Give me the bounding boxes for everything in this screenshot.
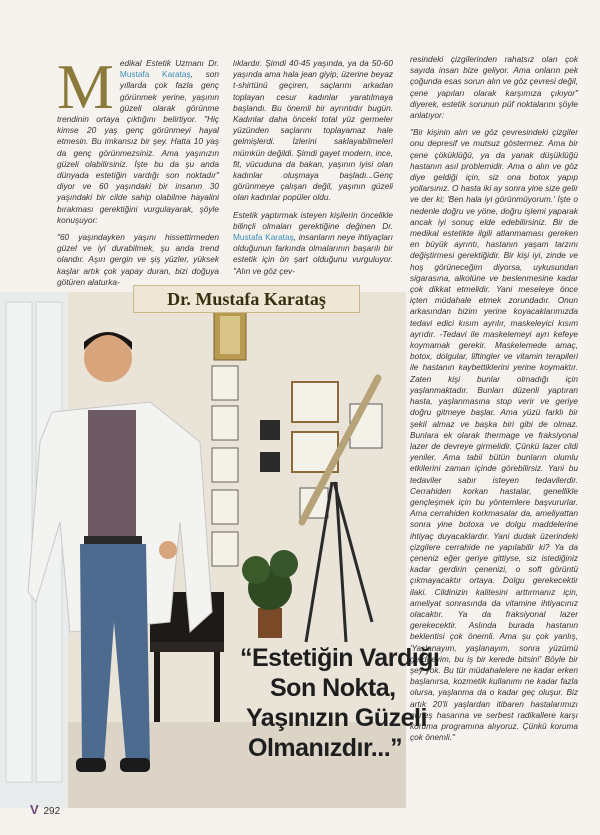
doctor-name-highlight: Mustafa Karataş xyxy=(119,69,191,80)
paragraph: Estetik yaptırmak isteyen kişilerin öncelikle bilinçli olmaları gerektiğine değinen Dr. Mustafa Karataş, insanların neye ihtiyaçları olduğunun farkında olmalarının başarılı bir estetik için ön şart olduğunu vurguluyor. "Alın ve göz çev- xyxy=(233,209,393,276)
intro-paragraph: M edikal Estetik Uzmanı Dr. Mustafa Karataş, son yıllarda çok fazla genç görünmek yerine, yaşının güzeli olarak görünme trendinin ortaya çıktığını belirtiyor. "Hiç kimse 20 yaş genç görünmeyi hayal etmesin. Bu imkansız bir şey. Hatta 10 yaş da genç görünmezsiniz. Ama yaşınızın güzeli olabilirsiniz. İşte bu da şu anda dünyada estetiğin vardığı son noktadır" diyor ve 60 yaşındaki bir insanın 30 yaşındaki bir cilde sahip olabilme hayalini bırakması gerektiğini vurgulayarak, şöyle konuşuyor: xyxy=(57,51,219,225)
page-footer xyxy=(30,802,60,817)
quote-line: “Estetiğin Vardığı xyxy=(240,644,440,672)
doctor-name-banner: Dr. Mustafa Karataş xyxy=(133,285,360,313)
pull-quote xyxy=(238,643,478,763)
article-column-2 xyxy=(233,58,393,283)
paragraph: "60 yaşındayken yaşını hissettirmeden güzel ve iyi durabilmek, şu anda trend olandır. Aşırı gergin ve şiş yüzler, yüksek kaşlar artık çok yapay duran, bizi doğuya götüren alaturka- xyxy=(57,232,219,287)
doctor-name-highlight: Mustafa Karataş xyxy=(233,232,294,243)
quote-line: Yaşınızın Güzeli xyxy=(246,704,427,732)
drop-cap: M xyxy=(57,51,114,122)
paragraph: "Bir kişinin alın ve göz çevresindeki çizgiler onu depresif ve mutsuz göstermez. Ama bir çene çöküklüğü, ya da yanak düşüklüğü hastanın asıl problemidir. Ama o alın ve göz diye geldiği için, siz ona botox yapıp yollarsınız. O hasta iki ay sonra yine size gelir ve der ki; 'Ben hala iyi görünmüyorum.' İşte o nedenle doğru ve yöne, doğru işlemi yaparak ancak iyi sonuç elde edebilirsiniz. Bir de medikal estetikte ilgili atlanmaması gereken en büyük ayrıntı, hastanın yaşam tarzını değiştirmesi gerektiğidir. Bir kişi iyi, zinde ve hoş görüneceğim diyorsa, uykusundan sigarasına, alkolüne ve beslenmesine kadar çok dikkat etmelidir. Yani meseleye önce içten müdahale etmek zorundadır. Onun arkasından bizim yerine koyacaklarımızda tedavi edici kısım ayrılır, maskeleyici kısım ayrıdır. -Tedavi ile maskelemeyi ayrı kefeye koymamak gerekir. Maskelemede amaç, botox, dolgular, liftingler ve vitamin terapileri ile hastanın kaybettiklerini yerine koymaktır. Zaten kişi bunlar olmadığı için yaşlanmaktadır. Bunları düzenli yaptıran hasta, yaşlanmasına stop verir ve geriye doğru gitmeye başlar. Ama yüzü farklı bir şekil almaz ve başka biri gibi de olmaz. Bunlara ek olarak thermage ve fraksiyonal lazer de devreye girmelidir. Çünkü lazer cildi yeniler. Ama tabii bütün bunların olumlu etkilerini zaman içinde görebilirsiz. Yani bu tedaviler sabır isteyen tedavilerdir. Cerrahiden korkan hastalar, genellikle gençleşmek için bu yöntemlere başvururlar. Ama cerrahiden korkmasalar da, ameliyattan sonra yine botoxa ve dolgu maddelerine ihtiyaç duyacaklardır. Yani dudak üzerindeki çizgilere cerrahide ne yapılabilir ki? Ya da çeneniz eğer geriye gittiyse, siz istediğiniz kadar gerdirin çenenizi, o soft görüntü çıkmayacaktır ortaya. Dolgu gerekecektir ilaki. Cildinizin kalitesini arttırmanız için, ameliyat sonrasında da vitamine ihtiyacınız olacaktır. Ya da fraksiyonal lazer gerekecektir. Aslında burada hastanın beklentisi çok önemli. Ama şu çok yanlış, 'Yaşlanayım, yaşlanayım, sonra yüzümü gerdireyim, bu iş bir kerede bitsin!' Böyle bir şey yok. Bu tür müdahalelere ne kadar erken başlanırsa, kozmetik kullanımı ne kadar fazla olursa, yaşlanma da o kadar geç oluşur. Biz artık 20'li yaşlardan itibaren hastalarımızı güneş hasarına ve serbest radikallere karşı koruma programına alıyoruz. Çünkü koruma çok önemli." xyxy=(410,127,578,743)
quote-line: Son Nokta, xyxy=(270,674,396,702)
article-column-1 xyxy=(57,51,219,294)
quote-line: Olmanızdır...” xyxy=(248,734,403,762)
paragraph: resindeki çizgilerinden rahatsız olan çok sayıda insan bize geliyor. Ama onların pek çoğunda esas sorun alın ve göz çevresi değil, çene yapıları olarak karşımıza çıkıyor" diyerek, estetik sorunun püf noktalarını şöyle anlatıyor: xyxy=(410,54,578,121)
page-number: 292 xyxy=(43,806,61,817)
paragraph: lıklardır. Şimdi 40-45 yaşında, ya da 50-60 yaşında ama hala jean giyip, üzerine beyaz t-shirtünü geçiren, saçlarını arkadan toplayan cesur kadınlar yaratılmaya başlandı. Bu önemli bir ayrıntıdır bugün. Kadınlar daha önceki total yüz germeler yüzünden saçlarını toplayamaz hale gelmişlerdi. İzlerini saklayabilmeleri mümkün değildi. Şimdi gayet modern, ince, fit, vücuduna da bakan, yaşının iyisi olan kadınlar oluşmaya başladı...Genç görünmeye çalışan değil, yaşının güzeli olan kadınlar popüler oldu. xyxy=(233,58,393,203)
magazine-logo-icon: V xyxy=(30,802,39,817)
